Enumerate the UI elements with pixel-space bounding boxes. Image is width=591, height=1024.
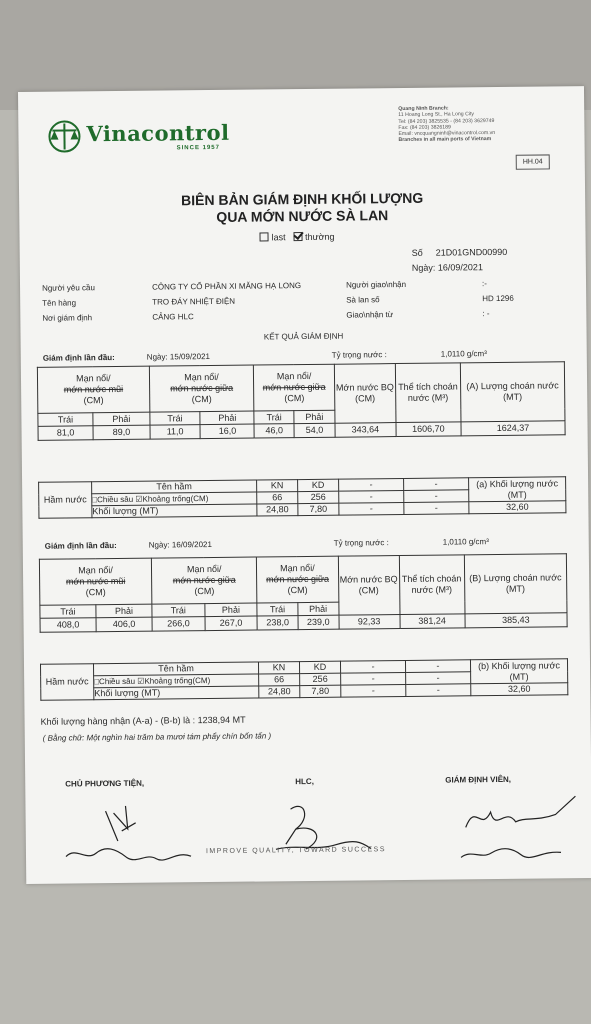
branch-line: Branches in all main ports of Vietnam	[398, 136, 492, 144]
thuong-checkbox[interactable]	[293, 232, 302, 241]
branch-line: 11 Hoang Long St., Ha Long City	[398, 111, 475, 119]
tank-row1: □Chiều sâu ☑Khoảng trống(CM)	[94, 674, 259, 688]
sign-inspector: GIÁM ĐỊNH VIÊN,	[445, 774, 512, 785]
cell: 54,0	[294, 423, 335, 437]
cell: 46,0	[254, 424, 294, 438]
trai: Trái	[152, 604, 205, 618]
kn-hdr: KN	[257, 480, 298, 492]
hdr: mớn nước mũi	[63, 383, 124, 395]
dash: -	[339, 478, 404, 491]
dash: -	[339, 490, 404, 503]
cell: 406,0	[96, 617, 152, 632]
cell: 256	[300, 673, 341, 685]
dash: -	[404, 502, 469, 515]
trai: Trái	[38, 413, 93, 427]
cell: 81,0	[38, 426, 93, 441]
place-value: CẢNG HLC	[152, 312, 194, 322]
phai: Phải	[93, 412, 150, 426]
cell: 7,80	[300, 685, 341, 697]
last-checkbox[interactable]	[259, 232, 268, 241]
kl-label: (a) Khối lượng nước (MT)	[469, 477, 566, 502]
cell: 385,43	[465, 613, 568, 628]
phai: Phải	[294, 410, 335, 423]
hdr: Mạn nổi/	[184, 371, 219, 383]
cell: 267,0	[205, 616, 258, 631]
tank-label: Hầm nước	[40, 664, 93, 701]
giao-label: Người giao\nhận	[345, 279, 407, 290]
from-value: : -	[482, 309, 490, 319]
s1-density-value: 1,0110 g/cm³	[440, 349, 487, 359]
phai: Phải	[96, 604, 152, 618]
cell: 24,80	[257, 504, 298, 516]
s1-label: Giám định lần đầu:	[42, 353, 115, 363]
kd-hdr: KD	[298, 479, 339, 491]
place-label: Nơi giám định	[42, 313, 93, 323]
hdr: (CM)	[194, 585, 215, 597]
date-line: Ngày: 16/09/2021	[411, 262, 483, 273]
phai: Phải	[298, 602, 339, 615]
kl-value: 32,60	[471, 683, 568, 696]
s1-density-label: Tỷ trọng nước :	[331, 350, 387, 360]
tank-name-hdr: Tên hầm	[92, 480, 257, 494]
dash: -	[340, 660, 405, 673]
cell: 11,0	[150, 425, 201, 440]
document-paper	[18, 86, 591, 884]
hdr: (CM)	[85, 587, 106, 598]
cell: 66	[257, 492, 298, 504]
branch-line: Tel: (84 203) 3825535 - (84 203) 3629749	[398, 117, 495, 125]
dash: -	[405, 660, 470, 673]
s1-draft-table	[37, 361, 566, 441]
branch-title: Quang Ninh Branch:	[398, 105, 449, 113]
cell: 89,0	[93, 425, 150, 440]
branch-info	[398, 104, 568, 144]
cell: 92,33	[339, 615, 400, 630]
hdr: mớn nước giữa	[170, 382, 234, 394]
dash: -	[339, 502, 404, 515]
trai: Trái	[257, 603, 298, 616]
cell: 343,64	[335, 423, 396, 438]
cell: 1606,70	[396, 422, 461, 437]
barge-label: Sà lan số	[346, 295, 380, 305]
s2-density-label: Tỷ trọng nước :	[333, 538, 389, 548]
doc-title-2: QUA MỚN NƯỚC SÀ LAN	[216, 207, 389, 225]
owner-signature	[55, 800, 206, 872]
cell: 24,80	[259, 686, 300, 698]
hdr: (CM)	[83, 395, 104, 406]
kl-label: (b) Khối lượng nước (MT)	[470, 659, 567, 684]
s2-density-value: 1,0110 g/cm³	[442, 537, 489, 547]
hdr: mớn nước giữa	[266, 573, 330, 585]
sign-hlc: HLC,	[295, 776, 314, 787]
tank-row2: Khối lượng (MT)	[92, 504, 257, 518]
cell: 16,0	[200, 424, 254, 439]
branch-line: Email: vncquangninh@vinacontrol.com.vn	[398, 130, 496, 138]
s2-label: Giám định lần đầu:	[44, 540, 117, 551]
hdr: (CM)	[191, 393, 212, 405]
inspector-signature	[445, 786, 586, 867]
sign-owner: CHỦ PHƯƠNG TIỆN,	[65, 778, 145, 789]
goods-value: TRO ĐÁY NHIỆT ĐIỆN	[152, 296, 236, 307]
hdr-tt: Thể tích choán nước (M³)	[399, 555, 465, 615]
from-label: Giao\nhận từ	[346, 310, 394, 320]
logo-since: SINCE 1957	[176, 144, 220, 152]
phai: Phải	[205, 603, 258, 617]
dash: -	[341, 672, 406, 685]
hdr: (CM)	[287, 584, 308, 596]
hdr-tt: Thể tích choán nước (M³)	[395, 363, 461, 423]
goods-label: Tên hàng	[42, 298, 77, 308]
cell: 66	[259, 674, 300, 686]
hdr: mớn nước mũi	[65, 575, 126, 587]
giao-value: :-	[481, 279, 487, 289]
tank-row2: Khối lượng (MT)	[94, 686, 259, 700]
kd-hdr: KD	[299, 661, 340, 673]
hdr: Mạn nổi/	[186, 563, 222, 575]
branch-line: Fax: (84 203) 3826189	[398, 124, 451, 131]
result-title: KẾT QUẢ GIÁM ĐỊNH	[263, 331, 344, 342]
hdr: Mạn nổi/	[76, 373, 111, 384]
thuong-label: thường	[305, 231, 335, 243]
s1-tank-table	[38, 476, 566, 519]
cell: 1624,37	[461, 421, 565, 436]
trai: Trái	[150, 412, 201, 426]
dash: -	[404, 490, 469, 503]
amount-in-words: ( Bằng chữ: Một nghìn hai trăm ba mươi tám phẩy chín bốn tấn )	[42, 731, 272, 743]
hdr-bq: Mớn nước BQ (CM)	[334, 364, 396, 424]
kl-value: 32,60	[469, 501, 566, 514]
cell: 239,0	[298, 615, 339, 629]
cell: 256	[298, 491, 339, 503]
hdr: Mạn nổi/	[78, 565, 113, 576]
hdr: mớn nước giữa	[172, 574, 236, 586]
phai: Phải	[200, 411, 254, 425]
hlc-signature	[265, 798, 386, 869]
hdr-bq: Mớn nước BQ (CM)	[338, 556, 400, 616]
hdr: mớn nước giữa	[262, 381, 326, 393]
barge-value: HD 1296	[482, 293, 514, 304]
s2-tank-table	[40, 658, 568, 701]
so-value: 21D01GND00990	[435, 246, 508, 258]
tank-label: Hầm nước	[39, 482, 92, 519]
form-code: HH.04	[516, 154, 550, 169]
cell: 381,24	[400, 614, 465, 629]
doc-title-1: BIÊN BẢN GIÁM ĐỊNH KHỐI LƯỢNG	[180, 189, 424, 209]
tank-row1: □Chiều sâu ☑Khoảng trống(CM)	[92, 492, 257, 506]
scales-icon	[44, 119, 84, 153]
last-label: last	[271, 232, 286, 243]
s1-date: Ngày: 15/09/2021	[146, 352, 210, 362]
dash: -	[406, 684, 471, 697]
hdr: Mạn nổi/	[276, 370, 312, 382]
logo-wordmark: Vinacontrol	[86, 119, 230, 147]
dash: -	[404, 478, 469, 491]
hdr-lc: (A) Lượng choán nước (MT)	[460, 362, 565, 422]
hdr: (CM)	[284, 393, 305, 404]
cell: 7,80	[298, 503, 339, 515]
s2-date: Ngày: 16/09/2021	[148, 539, 212, 550]
so-label: Số	[411, 247, 423, 258]
kn-hdr: KN	[258, 662, 299, 674]
dash: -	[406, 672, 471, 685]
summary: Khối lượng hàng nhận (A-a) - (B-b) là : 1238,94 MT	[40, 714, 246, 727]
dash: -	[341, 684, 406, 697]
requester-label: Người yêu cầu	[42, 283, 95, 293]
requester-value: CÔNG TY CỔ PHẦN XI MĂNG HẠ LONG	[152, 281, 302, 292]
s2-draft-table	[39, 553, 568, 633]
cell: 408,0	[40, 618, 96, 633]
slogan: IMPROVE QUALITY, TOWARD SUCCESS	[205, 846, 387, 856]
tank-name-hdr: Tên hầm	[93, 662, 258, 676]
hdr: Mạn nổi/	[280, 562, 315, 574]
hdr-lc: (B) Lượng choán nước (MT)	[464, 554, 567, 614]
trai: Trái	[254, 411, 294, 424]
trai: Trái	[40, 605, 96, 619]
vinacontrol-logo	[44, 118, 239, 156]
cell: 266,0	[152, 617, 205, 632]
cell: 238,0	[257, 616, 298, 630]
type-checkboxes	[259, 232, 334, 243]
